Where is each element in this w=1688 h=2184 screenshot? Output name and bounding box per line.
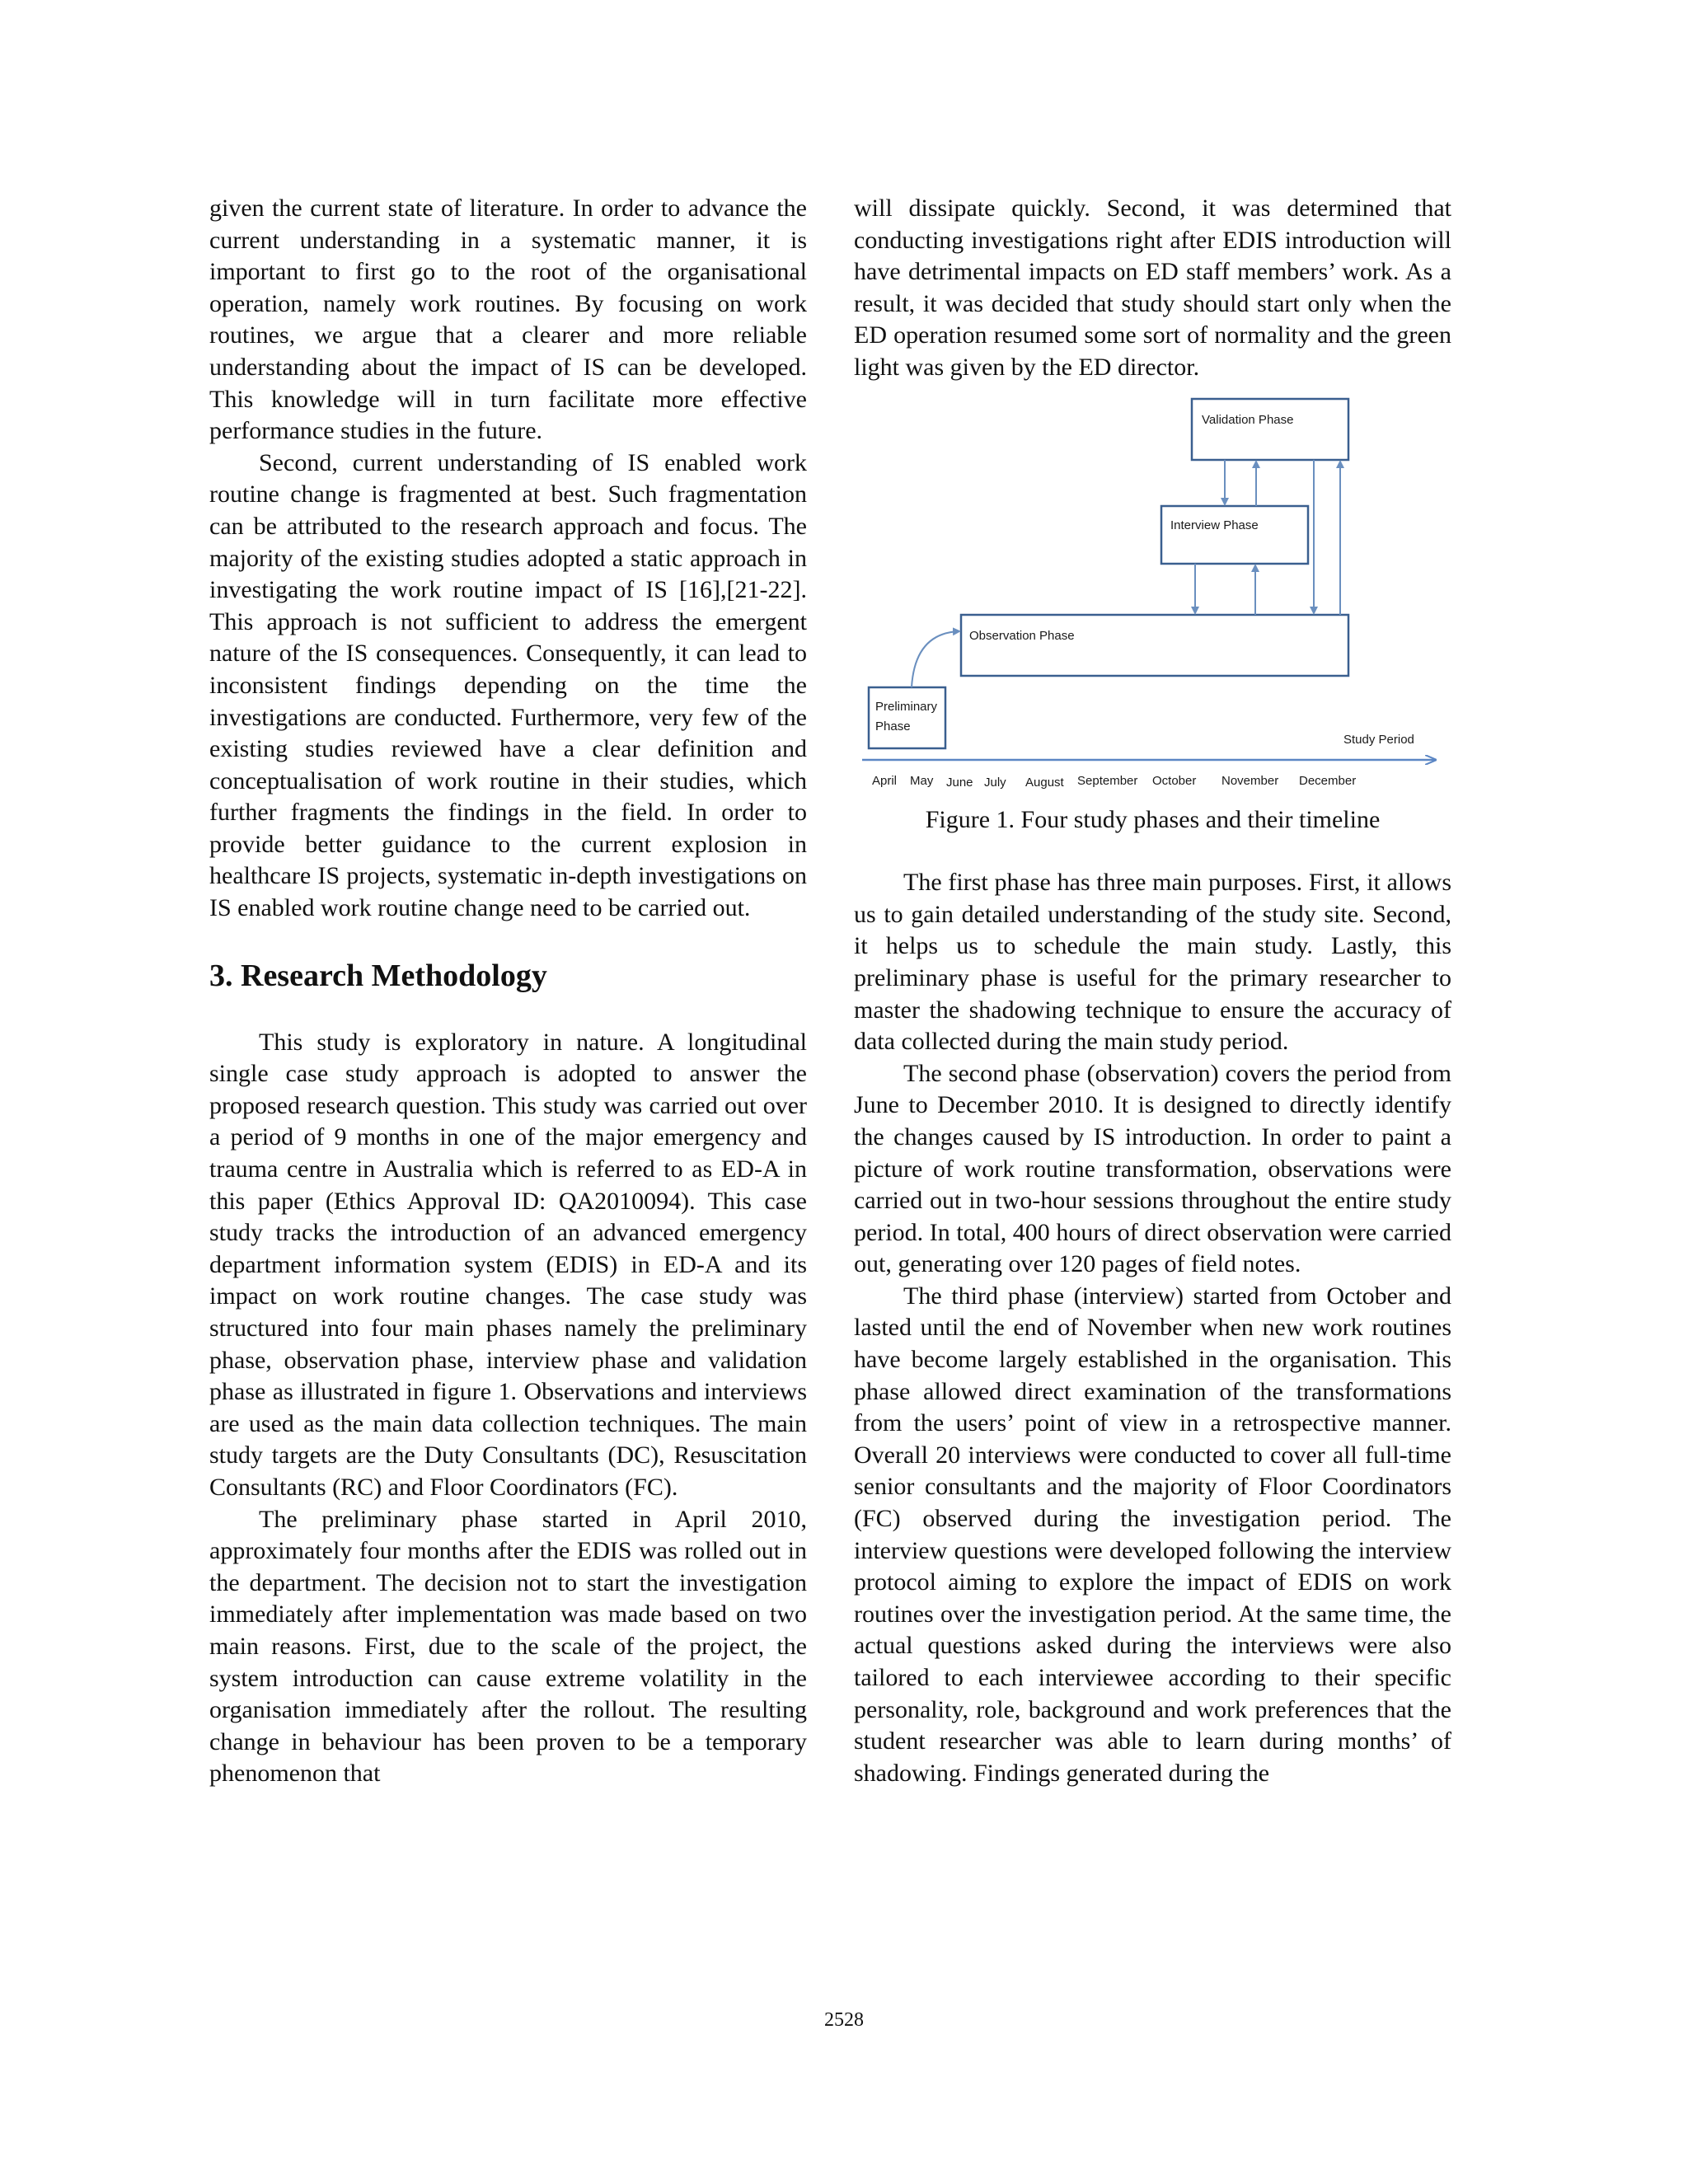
right-paragraph-3: The second phase (observation) covers the period from June to December 2010. It is designed to directly identify the changes caused by IS introduction. In order to paint a picture of work routine transformation, observations were carried out in two-hour sessions throughout the entire study period. In total, 400 hours of direct observation were carried out, generating over 120 pages of field notes. xyxy=(854,1059,1451,1278)
observation-phase-label: Observation Phase xyxy=(969,628,1075,643)
preliminary-phase-label-line-1: Preliminary xyxy=(875,699,938,714)
month-label-june: June xyxy=(946,775,973,790)
right-paragraph-2: The first phase has three main purposes. First, it allows us to gain detailed understanding of the study site. Second, it helps us to schedule the main study. Lastly, this preliminary phase is useful for the primary researcher to master the shadowing technique to ensure the accuracy of data collected during the main study period. xyxy=(854,869,1451,1056)
right-paragraph-1: will dissipate quickly. Second, it was determined that conducting investigations right after EDIS introduction will have detrimental impacts on ED staff members’ work. As a result, it was decided that study should start only when the ED operation resumed some sort of normality and the green light was given by the ED director. xyxy=(854,194,1451,381)
figure-caption: Figure 1. Four study phases and their timeline xyxy=(925,805,1381,833)
section-heading: 3. Research Methodology xyxy=(209,958,547,993)
month-label-april: April xyxy=(872,773,898,788)
interview-phase-box xyxy=(1161,506,1308,564)
left-paragraph-3: This study is exploratory in nature. A longitudinal single case study approach is adopted to answer the proposed research question. This study was carried out over a period of 9 months in one of the major emergency and trauma centre in Australia which is referred to as ED-A in this paper (Ethics Approval ID: QA2010094). This case study tracks the introduction of an advanced emergency department information system (EDIS) in ED-A and its impact on work routine changes. The case study was structured into four main phases namely the preliminary phase, observation phase, interview phase and validation phase as illustrated in figure 1. Observations and interviews are used as the main data collection techniques. The main study targets are the Duty Consultants (DC), Resuscitation Consultants (RC) and Floor Coordinators (FC). xyxy=(209,1028,807,1501)
month-label-july: July xyxy=(984,775,1006,790)
preliminary-phase-label-line-2: Phase xyxy=(875,719,911,733)
preliminary-phase-box xyxy=(869,687,945,748)
study-period-label: Study Period xyxy=(1343,732,1414,747)
left-paragraph-2: Second, current understanding of IS enabled work routine change is fragmented at best. Such fragmentation can be attributed to the research approach and focus. The majority of the existing studies adopted a static approach in investigating the work routine impact of IS [16],[21-22]. This approach is not sufficient to address the emergent nature of the IS consequences. Consequently, it can lead to inconsistent findings depending on the time the investigations are conducted. Furthermore, very few of the existing studies reviewed have a clear definition and conceptualisation of work routine in their studies, which further fragments the findings in the field. In order to provide better guidance to the current explosion in healthcare IS projects, systematic in-depth investigations on IS enabled work routine change need to be carried out. xyxy=(209,448,807,922)
interview-phase-label: Interview Phase xyxy=(1170,518,1259,532)
month-label-october: October xyxy=(1152,773,1197,788)
month-label-december: December xyxy=(1299,773,1357,788)
left-column xyxy=(209,193,807,1790)
right-column xyxy=(854,193,1451,1789)
month-label-august: August xyxy=(1025,775,1064,790)
validation-phase-box xyxy=(1192,399,1348,460)
validation-phase-label: Validation Phase xyxy=(1202,412,1294,427)
month-label-september: September xyxy=(1077,773,1138,788)
month-label-may: May xyxy=(910,773,934,788)
right-paragraph-4: The third phase (interview) started from October and lasted until the end of November when new work routines have become largely established in the organisation. This phase allowed direct examination of the transformations from the users’ point of view in a retrospective manner. Overall 20 interviews were conducted to cover all full-time senior consultants and the majority of Floor Coordinators (FC) observed during the investigation period. The interview questions were developed following the interview protocol aiming to explore the impact of EDIS on work routines over the investigation period. At the same time, the actual questions asked during the interviews were also tailored to each interviewee according to their specific personality, role, background and work preferences that the student researcher was able to learn during months’ of shadowing. Findings generated during the xyxy=(854,1282,1451,1787)
left-paragraph-4: The preliminary phase started in April 2010, approximately four months after the EDIS was rolled out in the department. The decision not to start the investigation immediately after implementation was made based on two main reasons. First, due to the scale of the project, the system introduction can cause extreme volatility in the organisation immediately after the rollout. The resulting change in behaviour has been proven to be a temporary phenomenon that xyxy=(209,1505,807,1788)
observation-phase-box xyxy=(961,615,1348,676)
study-phases-diagram xyxy=(854,392,1451,804)
preliminary-to-observation-arrow xyxy=(912,631,959,687)
page-number: 2528 xyxy=(824,2009,864,2031)
figure-1 xyxy=(854,392,1451,804)
month-label-november: November xyxy=(1221,773,1279,788)
left-paragraph-1: given the current state of literature. In order to advance the current understanding in a systematic manner, it is important to first go to the root of the organisational operation, namely work routines. By focusing on work routines, we argue that a clearer and more reliable understanding about the impact of IS can be developed. This knowledge will in turn facilitate more effective performance studies in the future. xyxy=(209,194,807,445)
